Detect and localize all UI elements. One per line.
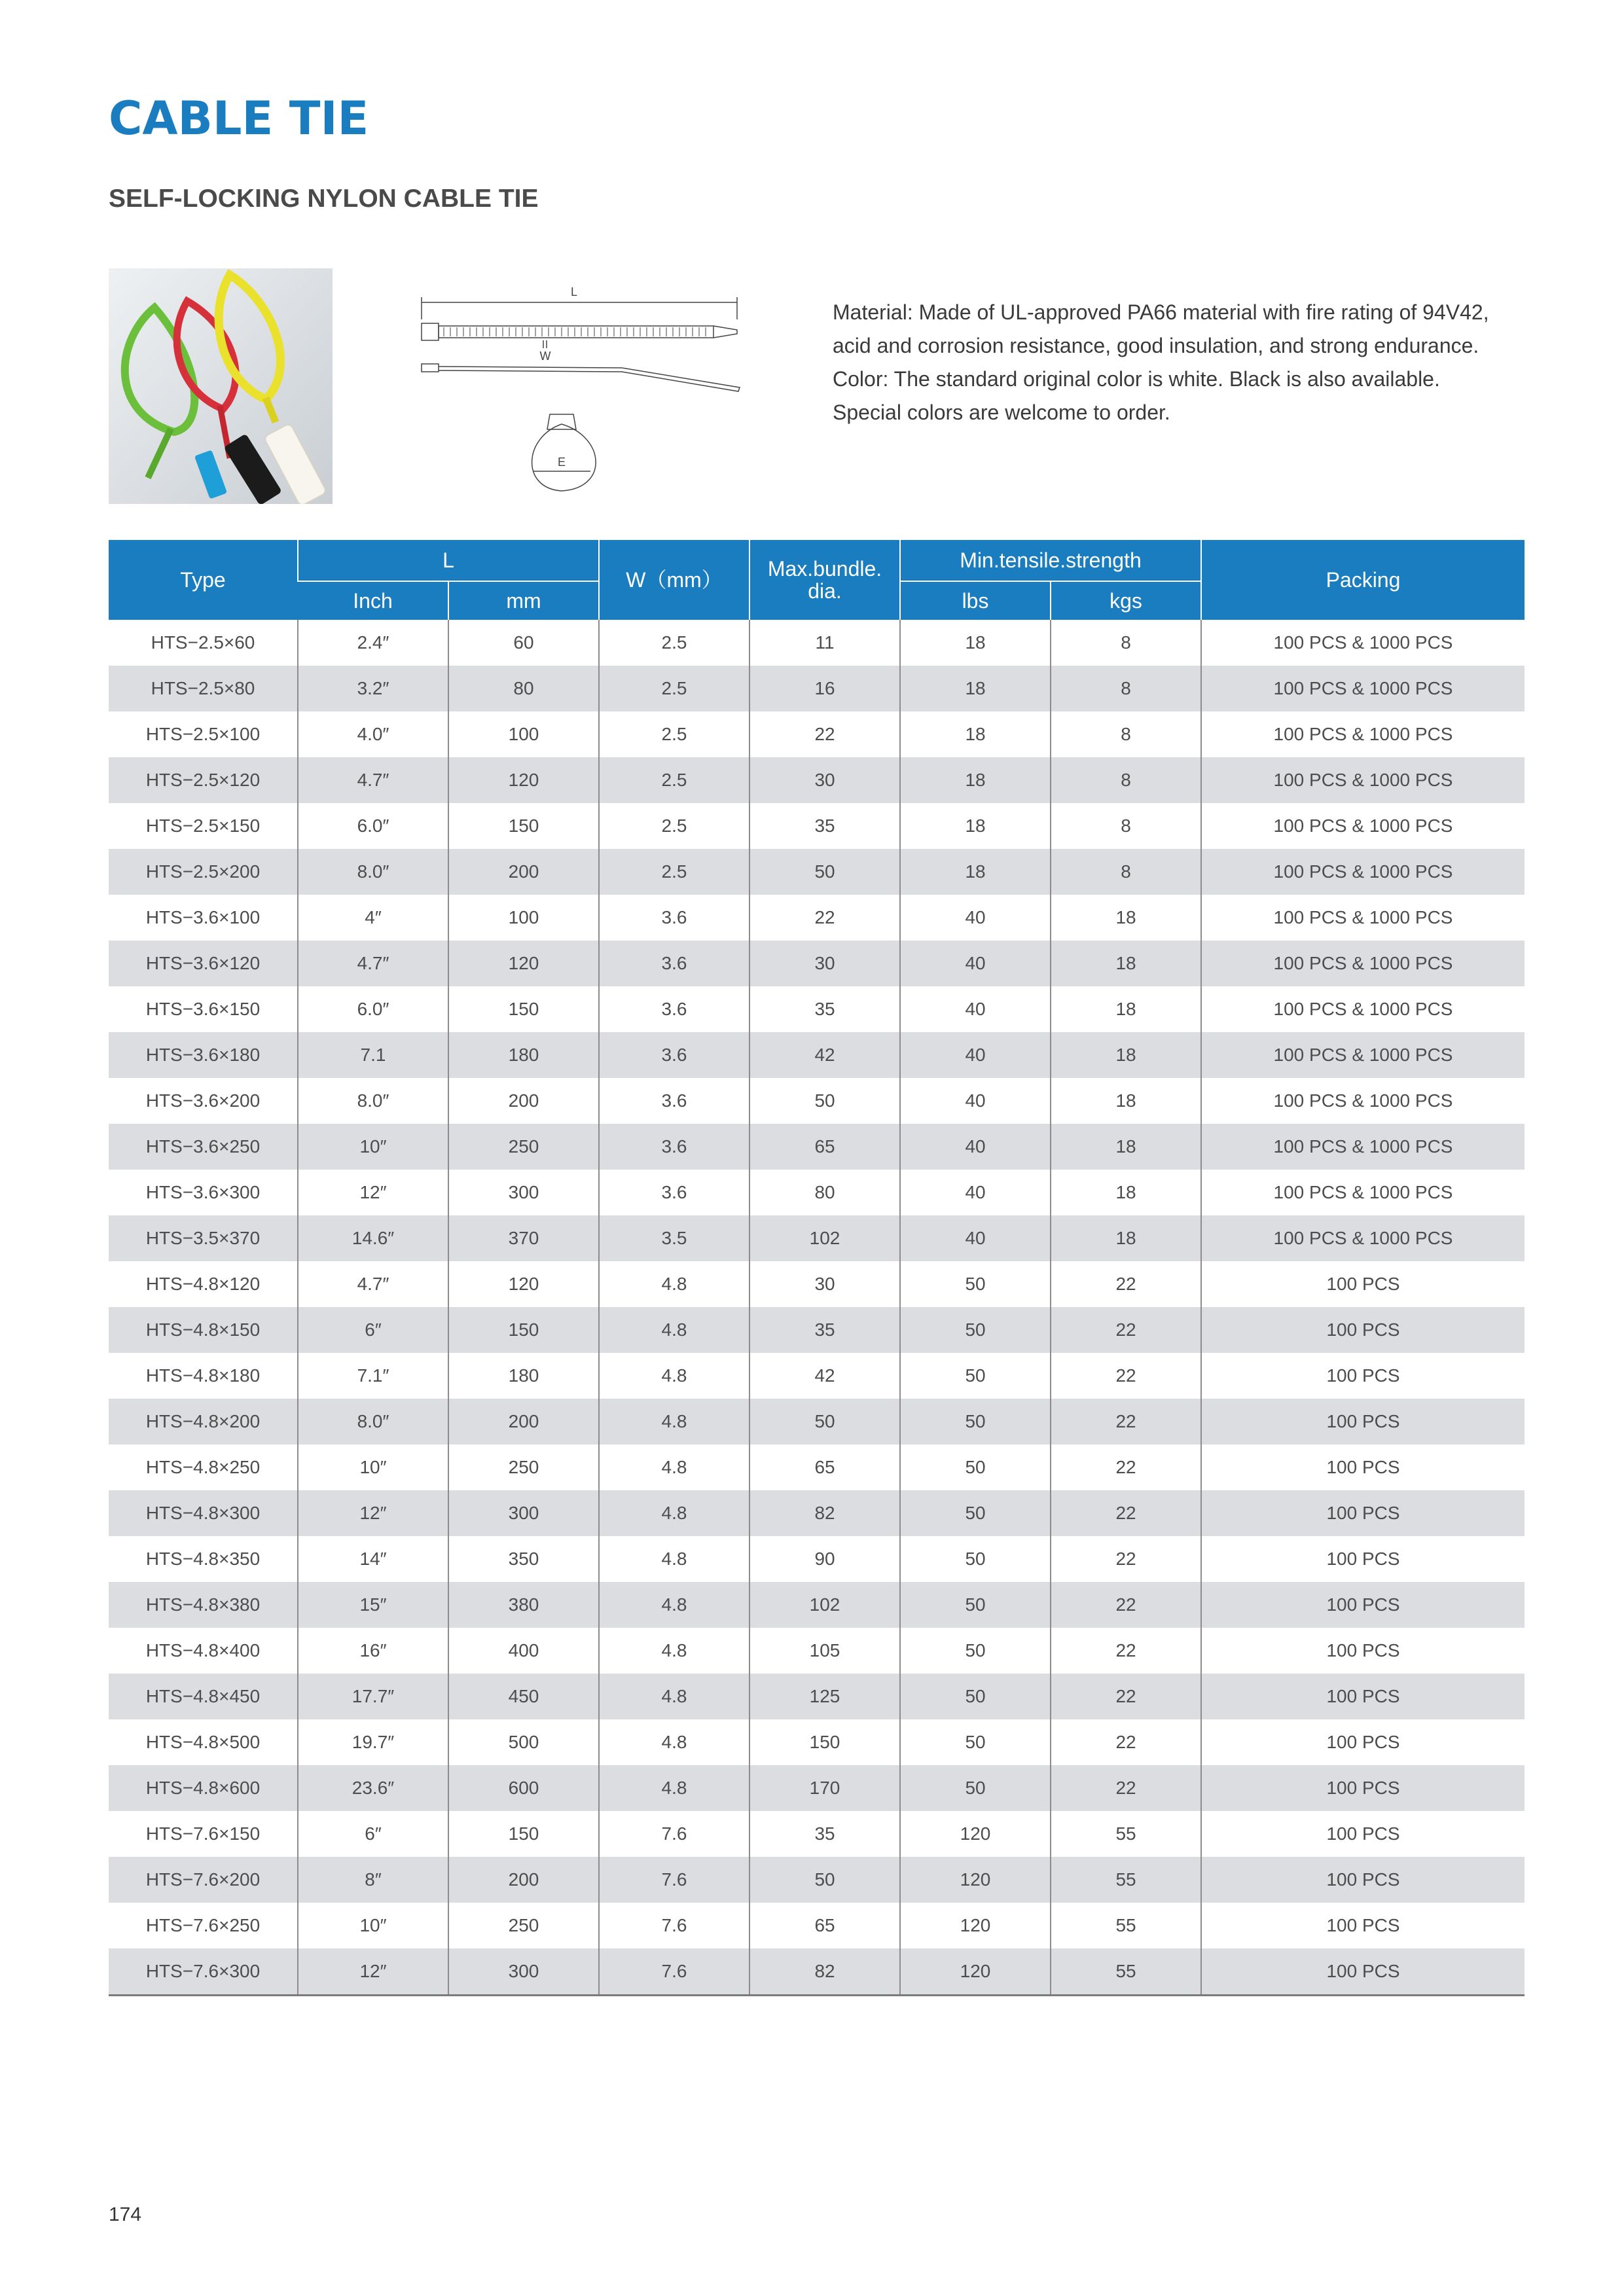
cell-max-bundle-dia: 35: [749, 986, 900, 1032]
cell-kgs: 8: [1051, 803, 1201, 849]
cell-mm: 150: [448, 1307, 599, 1353]
cell-type: HTS−3.6×300: [145, 1182, 261, 1202]
cell-lbs: 18: [900, 757, 1051, 803]
cell-width: 2.5: [599, 849, 749, 895]
cell-max-bundle-dia: 30: [749, 757, 900, 803]
table-row: [109, 1032, 1525, 1078]
cell-inch: 7.1: [298, 1032, 448, 1078]
table-row: [109, 1857, 1525, 1903]
table-row: [109, 1628, 1525, 1674]
cell-lbs: 50: [900, 1399, 1051, 1444]
cell-width: 2.5: [599, 711, 749, 757]
cell-kgs: 18: [1051, 1124, 1201, 1170]
cell-packing: 100 PCS & 1000 PCS: [1201, 711, 1525, 757]
page-number: 174: [109, 2204, 142, 2225]
cell-packing: 100 PCS: [1201, 1857, 1525, 1903]
cell-inch: 4″: [298, 895, 448, 941]
cell-packing: 100 PCS & 1000 PCS: [1201, 1032, 1525, 1078]
cell-type: HTS−7.6×300: [109, 1948, 298, 1996]
cell-max-bundle-dia: 150: [749, 1719, 900, 1765]
cell-kgs: 22: [1051, 1307, 1201, 1353]
header-inch: Inch: [298, 581, 448, 620]
cell-inch: 2.4″: [298, 620, 448, 666]
cell-lbs: 40: [900, 1215, 1051, 1261]
cell-width: 2.5: [599, 620, 749, 666]
cell-width: 3.6: [599, 1124, 749, 1170]
cell-width: 4.8: [599, 1353, 749, 1399]
table-row: [109, 1490, 1525, 1536]
cell-lbs: 50: [900, 1490, 1051, 1536]
table-row: [109, 711, 1525, 757]
table-row: [109, 1903, 1525, 1948]
cell-mm: 300: [448, 1948, 599, 1996]
cell-type: HTS−3.6×120: [109, 941, 298, 986]
drawing-label-w: W: [539, 350, 551, 363]
cable-tie-technical-drawing: [412, 280, 753, 503]
cell-width: 4.8: [599, 1444, 749, 1490]
cell-inch: 3.2″: [298, 666, 448, 711]
cell-max-bundle-dia: 65: [749, 1444, 900, 1490]
cell-type: HTS−3.6×200: [145, 1090, 261, 1111]
cell-width: 2.5: [599, 757, 749, 803]
cell-lbs: 50: [900, 1353, 1051, 1399]
cell-lbs: 40: [900, 1124, 1051, 1170]
cell-kgs: 55: [1051, 1811, 1201, 1857]
cell-mm: 250: [448, 1124, 599, 1170]
cell-type: HTS−7.6×150: [145, 1823, 261, 1844]
table-row: [109, 1170, 1525, 1215]
cell-mm: 200: [448, 1857, 599, 1903]
cell-width: 4.8: [599, 1719, 749, 1765]
cell-inch: 8.0″: [298, 849, 448, 895]
cell-packing: 100 PCS & 1000 PCS: [1201, 1170, 1525, 1215]
table-row: [109, 1719, 1525, 1765]
cell-max-bundle-dia: 65: [749, 1903, 900, 1948]
header-mm: mm: [448, 581, 599, 620]
cell-kgs: 18: [1051, 1170, 1201, 1215]
cell-kgs: 55: [1051, 1903, 1201, 1948]
cell-kgs: 8: [1051, 849, 1201, 895]
cell-max-bundle-dia: 42: [749, 1353, 900, 1399]
header-max-bundle-dia: [749, 540, 900, 620]
cell-width: 3.6: [599, 1170, 749, 1215]
cell-type: HTS−4.8×450: [109, 1674, 298, 1719]
cell-max-bundle-dia: 42: [749, 1032, 900, 1078]
cell-type: HTS−4.8×500: [145, 1732, 261, 1752]
cell-max-bundle-dia: 35: [749, 803, 900, 849]
cell-type: HTS−4.8×250: [145, 1457, 261, 1477]
table-row: [109, 1765, 1525, 1811]
cell-width: 4.8: [599, 1261, 749, 1307]
cell-mm: 80: [448, 666, 599, 711]
cell-max-bundle-dia: 65: [749, 1124, 900, 1170]
cell-inch: 6″: [298, 1811, 448, 1857]
cell-max-bundle-dia: 50: [749, 849, 900, 895]
cell-packing: 100 PCS: [1201, 1490, 1525, 1536]
table-row: [109, 895, 1525, 941]
cell-max-bundle-dia: 35: [749, 1307, 900, 1353]
cell-max-bundle-dia: 22: [749, 895, 900, 941]
cell-kgs: 22: [1051, 1536, 1201, 1582]
header-packing: Packing: [1201, 540, 1525, 620]
table-row: [109, 941, 1525, 986]
cell-kgs: 18: [1051, 986, 1201, 1032]
cell-kgs: 18: [1051, 941, 1201, 986]
cell-max-bundle-dia: 102: [749, 1215, 900, 1261]
table-row: [109, 1353, 1525, 1399]
cell-kgs: 18: [1051, 1078, 1201, 1124]
cell-inch: 8.0″: [298, 1078, 448, 1124]
cell-inch: 12″: [298, 1490, 448, 1536]
cell-width: 3.5: [599, 1215, 749, 1261]
cell-packing: 100 PCS: [1201, 1399, 1525, 1444]
drawing-label-e: E: [557, 456, 566, 469]
cell-max-bundle-dia: 22: [749, 711, 900, 757]
table-row: [109, 1307, 1525, 1353]
cell-inch: 12″: [298, 1170, 448, 1215]
cell-packing: 100 PCS & 1000 PCS: [1201, 803, 1525, 849]
cell-width: 4.8: [599, 1582, 749, 1628]
cell-type: HTS−3.6×150: [145, 999, 261, 1019]
cell-type: HTS−4.8×600: [109, 1765, 298, 1811]
cell-packing: 100 PCS: [1201, 1582, 1525, 1628]
cell-kgs: 22: [1051, 1399, 1201, 1444]
table-row: [109, 1078, 1525, 1124]
cell-mm: 180: [448, 1032, 599, 1078]
cell-kgs: 22: [1051, 1674, 1201, 1719]
cell-lbs: 120: [900, 1903, 1051, 1948]
cell-width: 4.8: [599, 1628, 749, 1674]
cell-inch: 6.0″: [298, 986, 448, 1032]
cell-type: HTS−4.8×120: [145, 1274, 261, 1294]
drawing-label-l: L: [570, 285, 578, 298]
cell-lbs: 40: [900, 941, 1051, 986]
cell-width: 4.8: [599, 1490, 749, 1536]
specification-table-body: [109, 620, 1525, 1996]
cell-type: HTS−2.5×200: [109, 849, 298, 895]
table-row: [109, 1261, 1525, 1307]
cell-packing: 100 PCS: [1201, 1628, 1525, 1674]
cell-mm: 120: [448, 1261, 599, 1307]
table-row: [109, 757, 1525, 803]
cell-kgs: 18: [1051, 1032, 1201, 1078]
cell-packing: 100 PCS & 1000 PCS: [1201, 941, 1525, 986]
cell-type: HTS−2.5×150: [145, 816, 261, 836]
cell-lbs: 120: [900, 1811, 1051, 1857]
specification-table: [109, 540, 1525, 1996]
cell-mm: 500: [448, 1719, 599, 1765]
header-max-bundle-dia-label: Max.bundle. dia.: [767, 557, 882, 603]
cell-packing: 100 PCS: [1201, 1261, 1525, 1307]
cell-inch: 14.6″: [298, 1215, 448, 1261]
header-type: Type: [109, 540, 298, 620]
cell-max-bundle-dia: 102: [749, 1582, 900, 1628]
cell-kgs: 22: [1051, 1719, 1201, 1765]
cell-lbs: 50: [900, 1261, 1051, 1307]
cell-type: HTS−4.8×200: [109, 1399, 298, 1444]
description-line: Material: Made of UL-approved PA66 material with fire rating of 94V42,: [833, 300, 1489, 324]
header-kgs: kgs: [1051, 581, 1201, 620]
cell-width: 7.6: [599, 1811, 749, 1857]
cell-packing: 100 PCS: [1201, 1765, 1525, 1811]
cell-type: HTS−4.8×350: [145, 1549, 261, 1569]
table-row: [109, 1399, 1525, 1444]
cell-max-bundle-dia: 11: [749, 620, 900, 666]
cell-max-bundle-dia: 170: [749, 1765, 900, 1811]
description-line: acid and corrosion resistance, good insulation, and strong endurance.: [833, 334, 1479, 357]
cell-mm: 450: [448, 1674, 599, 1719]
cell-type: HTS−4.8×300: [109, 1490, 298, 1536]
cell-packing: 100 PCS & 1000 PCS: [1201, 1124, 1525, 1170]
cell-mm: 120: [448, 757, 599, 803]
cell-mm: 300: [448, 1170, 599, 1215]
cell-lbs: 18: [900, 666, 1051, 711]
cell-type: HTS−4.8×180: [145, 1365, 261, 1386]
cell-lbs: 40: [900, 986, 1051, 1032]
cell-lbs: 50: [900, 1307, 1051, 1353]
cell-inch: 19.7″: [298, 1719, 448, 1765]
cell-inch: 4.7″: [298, 1261, 448, 1307]
table-row: [109, 986, 1525, 1032]
cell-width: 3.6: [599, 895, 749, 941]
cell-mm: 120: [448, 941, 599, 986]
cell-packing: 100 PCS & 1000 PCS: [1201, 986, 1525, 1032]
page-title: CABLE TIE: [109, 92, 369, 145]
table-row: [109, 1582, 1525, 1628]
cell-kgs: 8: [1051, 711, 1201, 757]
cell-lbs: 50: [900, 1444, 1051, 1490]
cell-packing: 100 PCS: [1201, 1536, 1525, 1582]
cell-width: 4.8: [599, 1674, 749, 1719]
cell-type: HTS−3.6×100: [145, 907, 261, 927]
section-subtitle: SELF-LOCKING NYLON CABLE TIE: [109, 185, 539, 213]
cell-kgs: 8: [1051, 666, 1201, 711]
cell-inch: 10″: [298, 1903, 448, 1948]
cell-lbs: 120: [900, 1948, 1051, 1996]
cell-lbs: 18: [900, 849, 1051, 895]
cell-kgs: 22: [1051, 1765, 1201, 1811]
cell-mm: 180: [448, 1353, 599, 1399]
cell-width: 4.8: [599, 1765, 749, 1811]
cell-inch: 8″: [298, 1857, 448, 1903]
cell-kgs: 55: [1051, 1948, 1201, 1996]
cell-lbs: 18: [900, 620, 1051, 666]
header-lbs: lbs: [900, 581, 1051, 620]
cell-packing: 100 PCS: [1201, 1674, 1525, 1719]
cell-lbs: 18: [900, 711, 1051, 757]
cell-max-bundle-dia: 82: [749, 1948, 900, 1996]
cell-max-bundle-dia: 80: [749, 1170, 900, 1215]
cell-width: 3.6: [599, 941, 749, 986]
cell-lbs: 50: [900, 1582, 1051, 1628]
cell-packing: 100 PCS: [1201, 1811, 1525, 1857]
description-line: Special colors are welcome to order.: [833, 401, 1170, 424]
cell-mm: 400: [448, 1628, 599, 1674]
cell-max-bundle-dia: 50: [749, 1078, 900, 1124]
cell-inch: 23.6″: [298, 1765, 448, 1811]
table-row: [109, 1444, 1525, 1490]
table-row: [109, 1124, 1525, 1170]
cell-lbs: 40: [900, 895, 1051, 941]
cell-lbs: 50: [900, 1765, 1051, 1811]
cell-kgs: 18: [1051, 895, 1201, 941]
cell-lbs: 40: [900, 1170, 1051, 1215]
cell-type: HTS−2.5×60: [151, 632, 255, 653]
cell-max-bundle-dia: 30: [749, 1261, 900, 1307]
cell-mm: 380: [448, 1582, 599, 1628]
cell-kgs: 22: [1051, 1353, 1201, 1399]
cell-mm: 600: [448, 1765, 599, 1811]
cell-inch: 7.1″: [298, 1353, 448, 1399]
table-row: [109, 666, 1525, 711]
cell-mm: 200: [448, 849, 599, 895]
table-row: [109, 803, 1525, 849]
cell-lbs: 50: [900, 1536, 1051, 1582]
cell-max-bundle-dia: 90: [749, 1536, 900, 1582]
cell-kgs: 8: [1051, 757, 1201, 803]
table-row: [109, 1811, 1525, 1857]
table-row: [109, 849, 1525, 895]
cell-inch: 8.0″: [298, 1399, 448, 1444]
cell-inch: 4.7″: [298, 941, 448, 986]
cell-width: 4.8: [599, 1307, 749, 1353]
header-length: L: [298, 540, 599, 581]
cell-lbs: 50: [900, 1719, 1051, 1765]
cell-kgs: 22: [1051, 1261, 1201, 1307]
cell-kgs: 22: [1051, 1490, 1201, 1536]
cell-mm: 100: [448, 895, 599, 941]
cell-lbs: 40: [900, 1078, 1051, 1124]
cell-inch: 10″: [298, 1124, 448, 1170]
table-row: [109, 1536, 1525, 1582]
cell-mm: 100: [448, 711, 599, 757]
cell-mm: 250: [448, 1903, 599, 1948]
cable-tie-photo: [109, 268, 333, 504]
table-row: [109, 1674, 1525, 1719]
cell-packing: 100 PCS: [1201, 1353, 1525, 1399]
product-description: [833, 296, 1540, 429]
cell-width: 2.5: [599, 803, 749, 849]
cell-kgs: 22: [1051, 1628, 1201, 1674]
cell-mm: 300: [448, 1490, 599, 1536]
cell-width: 7.6: [599, 1903, 749, 1948]
cell-inch: 6.0″: [298, 803, 448, 849]
cell-type: HTS−3.5×370: [109, 1215, 298, 1261]
cell-max-bundle-dia: 50: [749, 1857, 900, 1903]
cell-packing: 100 PCS: [1201, 1719, 1525, 1765]
cell-type: HTS−4.8×400: [145, 1640, 261, 1660]
cell-width: 3.6: [599, 1032, 749, 1078]
cell-max-bundle-dia: 16: [749, 666, 900, 711]
cell-packing: 100 PCS & 1000 PCS: [1201, 1215, 1525, 1261]
cell-inch: 4.0″: [298, 711, 448, 757]
cell-packing: 100 PCS: [1201, 1307, 1525, 1353]
description-line: Color: The standard original color is white. Black is also available.: [833, 367, 1440, 391]
cell-mm: 150: [448, 803, 599, 849]
cell-packing: 100 PCS & 1000 PCS: [1201, 849, 1525, 895]
cell-packing: 100 PCS & 1000 PCS: [1201, 620, 1525, 666]
cell-max-bundle-dia: 35: [749, 1811, 900, 1857]
cell-mm: 250: [448, 1444, 599, 1490]
cell-kgs: 18: [1051, 1215, 1201, 1261]
table-row: [109, 1215, 1525, 1261]
cell-inch: 17.7″: [298, 1674, 448, 1719]
cell-type: HTS−2.5×120: [109, 757, 298, 803]
header-width: W（mm）: [599, 540, 749, 620]
cell-width: 3.6: [599, 1078, 749, 1124]
cell-packing: 100 PCS & 1000 PCS: [1201, 895, 1525, 941]
cell-mm: 60: [448, 620, 599, 666]
cell-lbs: 40: [900, 1032, 1051, 1078]
cell-type: HTS−3.6×180: [109, 1032, 298, 1078]
cell-packing: 100 PCS & 1000 PCS: [1201, 666, 1525, 711]
cell-inch: 12″: [298, 1948, 448, 1996]
cell-packing: 100 PCS: [1201, 1903, 1525, 1948]
cell-type: HTS−2.5×100: [145, 724, 261, 744]
cell-packing: 100 PCS & 1000 PCS: [1201, 757, 1525, 803]
cell-kgs: 22: [1051, 1444, 1201, 1490]
cell-type: HTS−4.8×150: [109, 1307, 298, 1353]
cell-type: HTS−3.6×250: [109, 1124, 298, 1170]
cell-max-bundle-dia: 30: [749, 941, 900, 986]
cell-mm: 370: [448, 1215, 599, 1261]
cell-type: HTS−2.5×80: [109, 666, 298, 711]
cell-width: 2.5: [599, 666, 749, 711]
cell-inch: 6″: [298, 1307, 448, 1353]
cell-inch: 4.7″: [298, 757, 448, 803]
cell-kgs: 55: [1051, 1857, 1201, 1903]
cell-inch: 16″: [298, 1628, 448, 1674]
cell-width: 7.6: [599, 1948, 749, 1996]
cell-lbs: 120: [900, 1857, 1051, 1903]
cell-type: HTS−4.8×380: [109, 1582, 298, 1628]
cell-inch: 10″: [298, 1444, 448, 1490]
cell-inch: 14″: [298, 1536, 448, 1582]
cell-lbs: 50: [900, 1628, 1051, 1674]
cell-mm: 150: [448, 1811, 599, 1857]
cell-packing: 100 PCS: [1201, 1948, 1525, 1996]
cell-inch: 15″: [298, 1582, 448, 1628]
cell-mm: 200: [448, 1078, 599, 1124]
cell-max-bundle-dia: 105: [749, 1628, 900, 1674]
cell-packing: 100 PCS & 1000 PCS: [1201, 1078, 1525, 1124]
cell-type: HTS−7.6×200: [109, 1857, 298, 1903]
cell-max-bundle-dia: 125: [749, 1674, 900, 1719]
cell-type: HTS−7.6×250: [145, 1915, 261, 1935]
cell-packing: 100 PCS: [1201, 1444, 1525, 1490]
cell-mm: 150: [448, 986, 599, 1032]
cell-width: 7.6: [599, 1857, 749, 1903]
cell-kgs: 8: [1051, 620, 1201, 666]
cell-mm: 350: [448, 1536, 599, 1582]
cell-mm: 200: [448, 1399, 599, 1444]
cell-lbs: 18: [900, 803, 1051, 849]
cell-max-bundle-dia: 82: [749, 1490, 900, 1536]
cell-width: 3.6: [599, 986, 749, 1032]
cell-kgs: 22: [1051, 1582, 1201, 1628]
header-min-tensile-strength: Min.tensile.strength: [900, 540, 1201, 581]
cell-max-bundle-dia: 50: [749, 1399, 900, 1444]
cell-width: 4.8: [599, 1399, 749, 1444]
cell-lbs: 50: [900, 1674, 1051, 1719]
table-row: [109, 1948, 1525, 1996]
table-row: [109, 620, 1525, 666]
cell-width: 4.8: [599, 1536, 749, 1582]
